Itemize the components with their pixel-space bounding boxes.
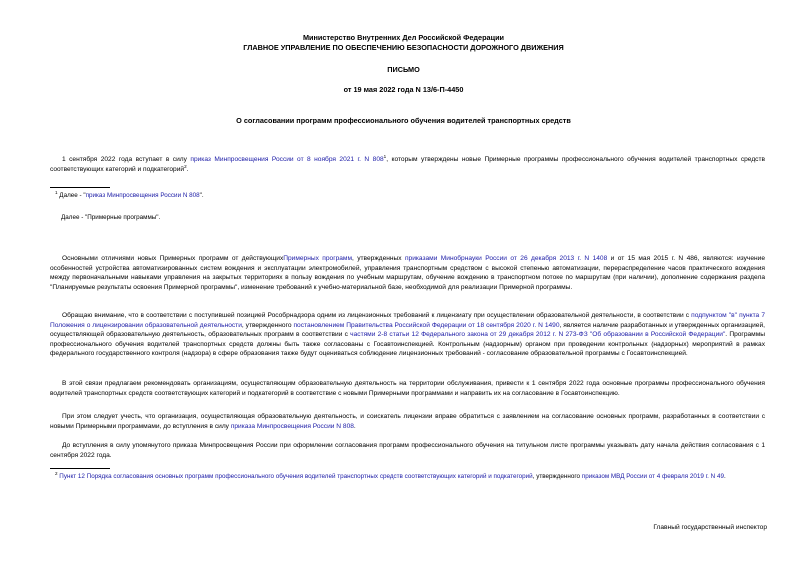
government-decree-link[interactable]: постановлением Правительства Российской Федерации от 18 сентября 2020 г. N 1490 [293,321,560,329]
minobrnauki-order-link[interactable]: приказами Минобрнауки России от 26 декабря 2013 г. N 1408 [404,255,608,262]
order-808-link-2[interactable]: приказа Минпросвещения России N 808 [230,422,354,430]
footnote-separator-2 [50,468,110,469]
order-808-link[interactable]: приказ Минпросвещения России от 8 ноября 2021 г. N 808 [190,156,384,163]
mvd-order-link[interactable]: приказом МВД России от 4 февраля 2019 г. N 49 [581,473,724,480]
footnote-3: $^2$ Пункт 12 Порядка согласования основных программ профессионального обучения водителей транспортных средств соответствующих категорий и подкатегорий, утвержденного приказом МВД России от 4 февраля 2019 г. N 49. [55,470,726,480]
document-subject: О согласовании программ профессионального обучения водителей транспортных средств [236,116,571,125]
paragraph-differences: Основными отличиями новых Примерных программ от действующихПримерных программ, утвержденных приказами Минобрнауки России от 26 декабря 2013 г. N 1408 и от 15 мая 2015 г. N 486, являются: изучение особенностей устройства автоматизированных систем вождения и эксплуатации электромобилей, управления транспортным средством с высокой степенью автоматизации, перераспределение часов практического вождения между первоначальными навыками управления на закрытых территориях в пользу вождения по учебным маршрутам, обучение вождению в транспортном потоке по маршрутам (при наличии), дополнение содержания раздела "Планируемые результаты освоения Примерной программы", изменение требований к учебно-материальной базе, необходимой для реализации Примерной программы. [50,255,765,291]
paragraph-intro: 1 сентября 2022 года вступает в силу приказ Минпросвещения России от 8 ноября 2021 г. N $808^1$, которым утверждены новые Примерные программы профессионального обучения водителей транспортных средств соответствующих категорий и подкатегорий$^2$. [50,153,765,173]
education-law-link[interactable]: частями 2-8 статьи 12 Федерального закона от 29 декабря 2012 г. N 273-ФЗ "Об образовании в Российской Федерации" [350,331,726,339]
approval-procedure-link[interactable]: Пункт 12 Порядка согласования основных программ профессионального обучения водителей транспортных средств соответствующих категорий и подкатегорий [57,473,533,480]
licensing-regulation-link[interactable]: подпунктом "в" пункта 7 Положения о лицензировании образовательной деятельности [50,312,765,329]
paragraph-approval: При этом следует учесть, что организация, осуществляющая образовательную деятельность, и соискатель лицензии вправе обратиться с заявлением на согласование основных программ, разработанных в соответствии с новыми Примерными программами, до вступления в силу приказа Минпросвещения России N 808. [50,413,765,430]
paragraph-recommendation: В этой связи предлагаем рекомендовать организациям, осуществляющим образовательную деятельность на территории обслуживания, привести к 1 сентября 2022 года основные программы профессионального обучения водителей транспортных средств соответствующих категорий и подкатегорий в соответствие с новыми Примерными программами и направить их на согласование в Госавтоинспекцию. [50,380,765,397]
footnote-order-808-link[interactable]: приказ Минпросвещения России N 808 [85,192,200,199]
department-name: ГЛАВНОЕ УПРАВЛЕНИЕ ПО ОБЕСПЕЧЕНИЮ БЕЗОПАСНОСТИ ДОРОЖНОГО ДВИЖЕНИЯ [243,43,564,52]
document-date: от 19 мая 2022 года N 13/6-П-4450 [343,85,464,94]
document-type: ПИСЬМО [387,65,420,74]
ministry-name: Министерство Внутренних Дел Российской Федерации [302,33,505,42]
paragraph-licensing: Обращаю внимание, что в соответствии с поступившей позицией Рособрнадзора одним из лицензионных требований к лицензиату при осуществлении образовательной деятельности, в соответствии с подпунктом "в" пункта 7 Положения о лицензировании образовательной деятельности, утвержденного постановлением Правительства Российской Федерации от 18 сентября 2020 г. N 1490, является наличие разработанных и утвержденных организацией, осуществляющей образовательную деятельность, образовательных программ в соответствии с частями 2-8 статьи 12 Федерального закона от 29 декабря 2012 г. N 273-ФЗ "Об образовании в Российской Федерации". Программы профессионального обучения водителей транспортных средств должны быть также согласованы с Госавтоинспекцией. Контрольным (надзорным) органом при проведении контрольных (надзорных) мероприятий в рамках федерального государственного контроля (надзора) в сфере образования также будут оцениваться соблюдение лицензионных требований - согласование образовательной программы с Госавтоинспекцией. [50,312,765,358]
example-programs-link[interactable]: Примерных программ [283,255,353,262]
footnote-1: $^1$ Далее - "приказ Минпросвещения России N 808". [55,189,204,199]
footnote-2: Далее - "Примерные программы". [61,214,161,221]
footnote-separator [50,187,110,188]
paragraph-title-page: До вступления в силу упомянутого приказа Минпросвещения России при оформлении согласования программ профессионального обучения на титульном листе программы указывать дату начала действия согласования с 1 сентября 2022 года. [50,442,765,459]
signature-title: Главный государственный инспектор [653,524,767,531]
